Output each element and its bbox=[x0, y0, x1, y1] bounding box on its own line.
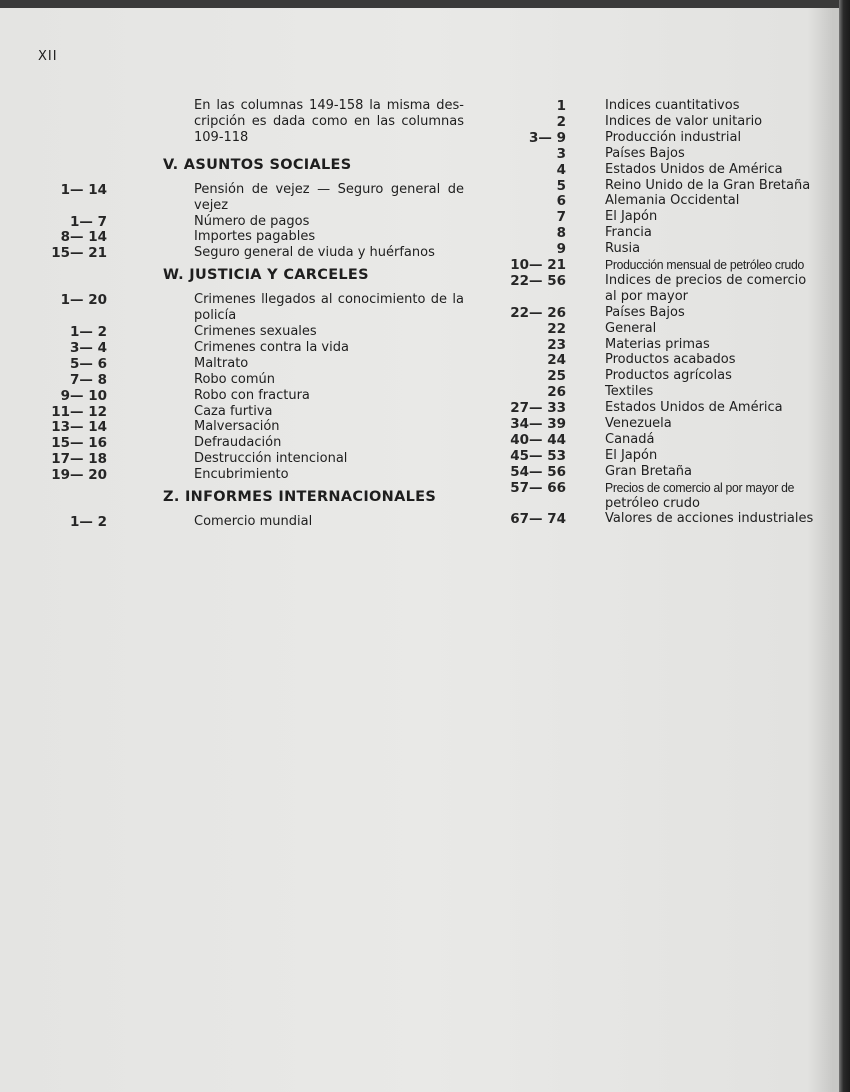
entry-label: Precios de comercio al por mayor de bbox=[605, 479, 795, 495]
entry-label: Reino Unido de la Gran Bretaña bbox=[605, 177, 811, 193]
column-range: 1 bbox=[556, 98, 566, 114]
entry-label: Venezuela bbox=[605, 416, 672, 431]
entry-label: Comercio mundial bbox=[194, 514, 313, 529]
entry-label: Robo con fractura bbox=[194, 387, 310, 403]
entry-label: Productos agrícolas bbox=[605, 368, 732, 384]
column-range: 1— 20 bbox=[60, 292, 107, 309]
entry-label: Robo común bbox=[194, 371, 275, 387]
section-heading: V. ASUNTOS SOCIALES bbox=[163, 156, 352, 173]
entry-label: Malversación bbox=[194, 419, 280, 435]
section-heading: W. JUSTICIA Y CARCELES bbox=[163, 267, 369, 284]
intro-text: En las columnas 149-158 la misma des- bbox=[194, 98, 464, 113]
column-range: 3— 9 bbox=[529, 129, 566, 146]
entry-label: Francia bbox=[605, 225, 652, 241]
entry-label: Indices cuantitativos bbox=[605, 98, 740, 113]
entry-label: Estados Unidos de América bbox=[605, 400, 783, 416]
section-heading: Z. INFORMES INTERNACIONALES bbox=[163, 489, 437, 505]
column-range: 57— 66 bbox=[510, 479, 566, 496]
entry-label: Producción mensual de petróleo crudo bbox=[605, 257, 805, 272]
entry-label: Crimenes sexuales bbox=[194, 324, 317, 339]
column-range: 7 bbox=[556, 209, 566, 226]
entry-label: El Japón bbox=[605, 209, 658, 225]
column-range: 4 bbox=[556, 161, 566, 178]
column-range: 13— 14 bbox=[51, 419, 107, 436]
column-range: 17— 18 bbox=[51, 451, 107, 468]
column-range: 15— 21 bbox=[51, 245, 107, 262]
entry-label: Gran Bretaña bbox=[605, 463, 693, 479]
column-range: 54— 56 bbox=[510, 463, 566, 480]
column-range: 8— 14 bbox=[60, 229, 107, 246]
entry-label: Caza furtiva bbox=[194, 403, 273, 419]
entry-label: Productos acabados bbox=[605, 352, 736, 368]
column-range: 1— 14 bbox=[60, 181, 107, 198]
column-range: 3— 4 bbox=[70, 339, 107, 356]
book-binding-edge bbox=[839, 0, 850, 1092]
column-range: 7— 8 bbox=[70, 371, 107, 388]
entry-label: General bbox=[605, 320, 657, 336]
entry-label: vejez bbox=[194, 197, 229, 213]
entry-label: Crimenes llegados al conocimiento de la bbox=[194, 292, 464, 308]
column-range: 24 bbox=[547, 352, 566, 369]
entry-label: Materias primas bbox=[605, 336, 710, 352]
column-range: 1— 7 bbox=[70, 213, 107, 230]
entry-label: Países Bajos bbox=[605, 145, 685, 161]
entry-label: Estados Unidos de América bbox=[605, 161, 783, 177]
page-number: XII bbox=[38, 49, 58, 64]
entry-label: Textiles bbox=[605, 384, 654, 400]
column-range: 22— 56 bbox=[510, 272, 566, 289]
entry-label: Seguro general de viuda y huérfanos bbox=[194, 245, 435, 261]
column-range: 15— 16 bbox=[51, 435, 107, 452]
entry-label: Valores de acciones industriales bbox=[605, 511, 814, 527]
entry-label: al por mayor bbox=[605, 288, 689, 304]
column-range: 1— 2 bbox=[70, 514, 107, 530]
column-range: 40— 44 bbox=[510, 431, 566, 448]
column-range: 25 bbox=[547, 368, 566, 385]
entry-label: Defraudación bbox=[194, 435, 282, 451]
entry-label: Rusia bbox=[605, 241, 641, 257]
column-range: 67— 74 bbox=[510, 511, 566, 528]
column-range: 5— 6 bbox=[70, 355, 107, 372]
column-range: 22 bbox=[547, 320, 566, 337]
entry-label: Pensión de vejez — Seguro general de bbox=[194, 181, 464, 197]
column-range: 11— 12 bbox=[51, 403, 107, 420]
entry-label: Indices de valor unitario bbox=[605, 113, 763, 129]
entry-label: Canadá bbox=[605, 431, 655, 447]
entry-label: Maltrato bbox=[194, 355, 249, 371]
intro-text: cripción es dada como en las columnas bbox=[194, 113, 464, 129]
column-range: 45— 53 bbox=[510, 447, 566, 464]
column-range: 27— 33 bbox=[510, 400, 566, 417]
scan-top-edge bbox=[0, 0, 850, 8]
entry-label: Producción industrial bbox=[605, 129, 742, 145]
column-range: 9— 10 bbox=[60, 387, 107, 404]
column-range: 34— 39 bbox=[510, 416, 566, 432]
column-range: 26 bbox=[547, 384, 566, 401]
entry-label: Crimenes contra la vida bbox=[194, 339, 349, 355]
column-range: 2 bbox=[556, 113, 566, 130]
column-range: 1— 2 bbox=[70, 324, 107, 340]
entry-label: Indices de precios de comercio bbox=[605, 272, 807, 288]
column-range: 23 bbox=[547, 336, 566, 353]
column-range: 10— 21 bbox=[510, 257, 566, 273]
entry-label: Países Bajos bbox=[605, 304, 685, 320]
entry-label: Destrucción intencional bbox=[194, 451, 348, 467]
entry-label: Número de pagos bbox=[194, 213, 310, 229]
entry-label: Importes pagables bbox=[194, 229, 316, 245]
entry-label: Encubrimiento bbox=[194, 467, 289, 483]
entry-label: petróleo crudo bbox=[605, 495, 700, 511]
entry-label: Alemania Occidental bbox=[605, 193, 740, 209]
column-range: 22— 26 bbox=[510, 304, 566, 321]
column-range: 8 bbox=[556, 225, 566, 242]
column-range: 19— 20 bbox=[51, 467, 107, 484]
column-range: 6 bbox=[556, 193, 566, 210]
column-range: 9 bbox=[556, 241, 566, 258]
intro-text: 109-118 bbox=[194, 129, 249, 145]
entry-label: El Japón bbox=[605, 447, 658, 463]
column-range: 5 bbox=[556, 177, 566, 194]
column-range: 3 bbox=[556, 145, 566, 162]
entry-label: policía bbox=[194, 308, 237, 324]
